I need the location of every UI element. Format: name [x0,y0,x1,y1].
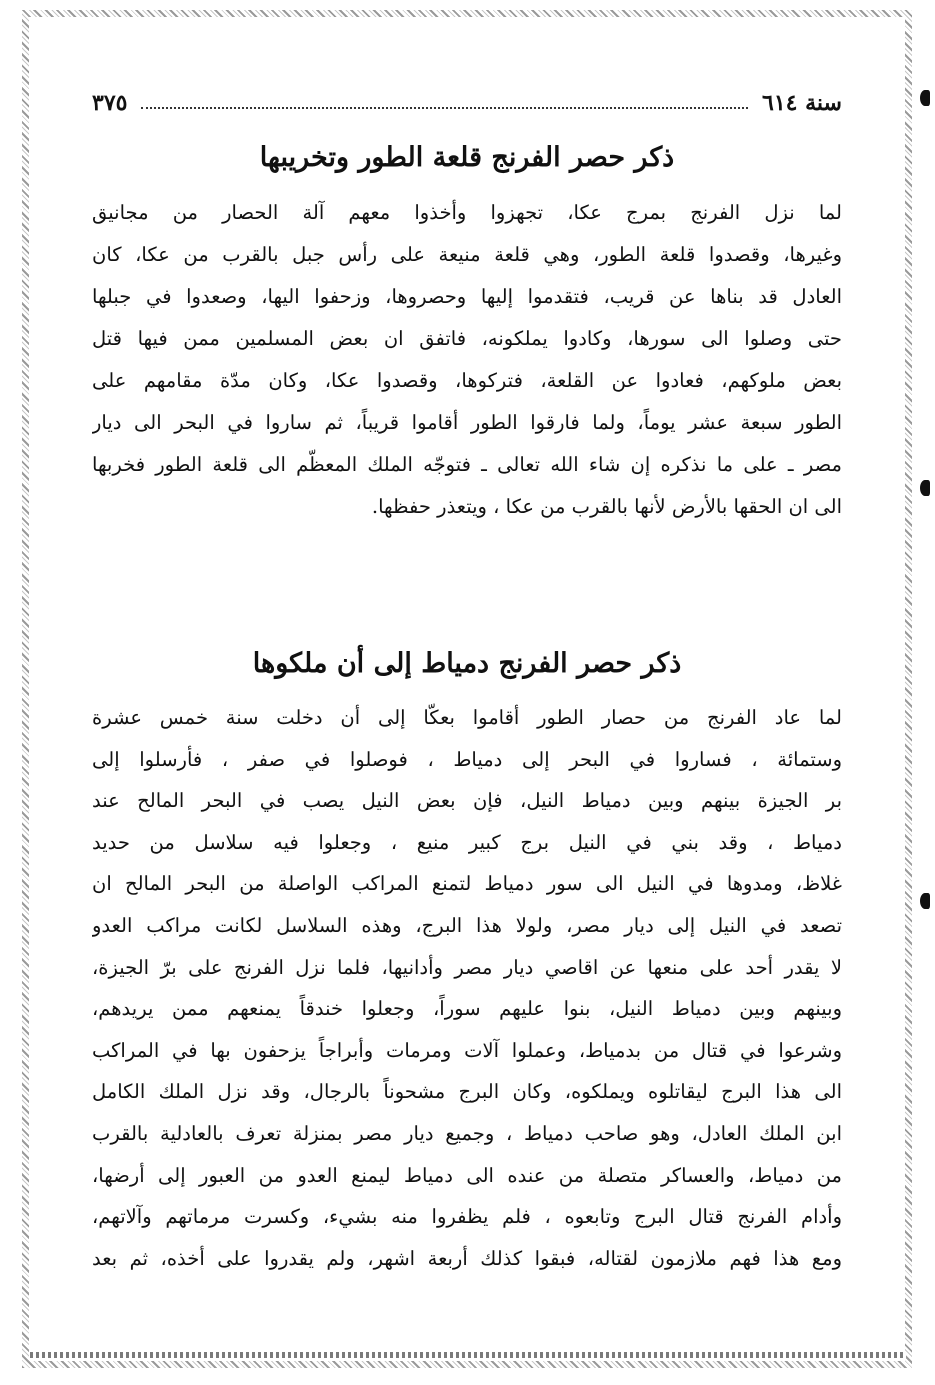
text-line: ومع هذا فهم ملازمون لقتاله، فبقوا كذلك أربعة اشهر، ولم يقدروا على أخذه، ثم بعد [92,1246,842,1270]
text-line: ابن الملك العادل، وهو صاحب دمياط ، وجميع ديار مصر بمنزلة تعرف بالعادلية بالقرب [92,1121,842,1145]
text-line: حتى وصلوا الى سورها، وكادوا يملكونه، فاتفق ان بعض المسلمين ممن فيها قتل [92,327,842,350]
bottom-ornamental-rule [30,1352,906,1358]
section-title-damietta: ذكر حصر الفرنج دمياط إلى أن ملكوها [252,648,682,679]
text-line: بر الجيزة بينهم وبين دمياط النيل، فإن بعض النيل يصب في البحر المالح عند [92,789,842,813]
text-line: وستمائة ، فساروا في البحر إلى دمياط ، فوصلوا في صفر ، فأرسلوا إلى [92,747,842,771]
text-line: مصر ـ على ما نذكره إن شاء الله تعالى ـ فتوجّه الملك المعظّم الى قلعة الطور فخربها [92,453,842,476]
binding-mark-icon [920,893,930,909]
text-line: لما عاد الفرنج من حصار الطور أقاموا بعكّا إلى أن دخلت سنة خمس عشرة [92,706,842,729]
binding-mark-icon [920,480,930,496]
binding-mark-icon [920,90,930,106]
text-line: الى هذا البرج ليقاتلوه ويملكوه، وكان البرج مشحوناً بالرجال، وقد نزل الملك الكامل [92,1080,842,1104]
section-title-tur: ذكر حصر الفرنج قلعة الطور وتخريبها [259,142,675,173]
running-header [92,88,842,118]
text-line: وبينهم وبين دمياط النيل، بنوا عليهم سوراً، وجعلوا خندقاً يمنعهم ممن يريدهم، [92,997,842,1021]
header-year-label: سنة ٦١٤ [762,90,842,116]
page-number: ٣٧٥ [92,90,128,116]
text-line: لا يقدر أحد على منعها عن اقاصي ديار مصر وأدانيها، فلما نزل الفرنج على برّ الجيزة، [92,955,842,979]
text-line: وأدام الفرنج قتال البرج وتابعوه ، فلم يظفروا منه بشيء، وكسرت مرماتهم وآلاتهم، [92,1205,842,1229]
text-line: الطور سبعة عشر يوماً، ولما فارقوا الطور أقاموا قريباً، ثم ساروا في البحر الى ديار [92,411,842,434]
text-line: بعض ملوكهم، فعادوا عن القلعة، فتركوها، وقصدوا عكا، وكان مدّة مقامهم على [92,369,842,392]
text-line: غلاظ، ومدوها في النيل الى سور دمياط لتمنع المراكب الواصلة من البحر المالح ان [92,872,842,896]
text-line: الى ان الحقها بالأرض لأنها بالقرب من عكا ، ويتعذر حفظها. [371,495,842,518]
text-line: العادل قد بناها عن قريب، فتقدموا إليها وحصروها، وزحفوا اليها، وصعدوا في جبلها [92,285,842,308]
text-line: وغيرها، وقصدوا قلعة الطور، وهي قلعة منيعة على رأس جبل بالقرب من عكا، كان [92,243,842,266]
section-body-damietta [92,697,842,1279]
text-line: وشرعوا في قتال من بدمياط، وعملوا آلات ومرمات وأبراجاً يزحفون بها في المراكب [92,1038,842,1062]
header-dotted-leader [141,107,748,109]
text-line: من دمياط، والعساكر متصلة من عنده الى دمياط ليمنع العدو من العبور إلى أرضها، [92,1163,842,1187]
section-body-tur [92,192,842,528]
text-line: تصعد في النيل إلى ديار مصر، ولولا هذا البرج، وهذه السلاسل لكانت مراكب العدو [92,913,842,937]
text-line: لما نزل الفرنج بمرج عكا، تجهزوا وأخذوا معهم آلة الحصار من مجانيق [92,201,842,224]
text-line: دمياط ، وقد بني في النيل برج كبير منيع ، وجعلوا فيه سلاسل من حديد [92,830,842,854]
